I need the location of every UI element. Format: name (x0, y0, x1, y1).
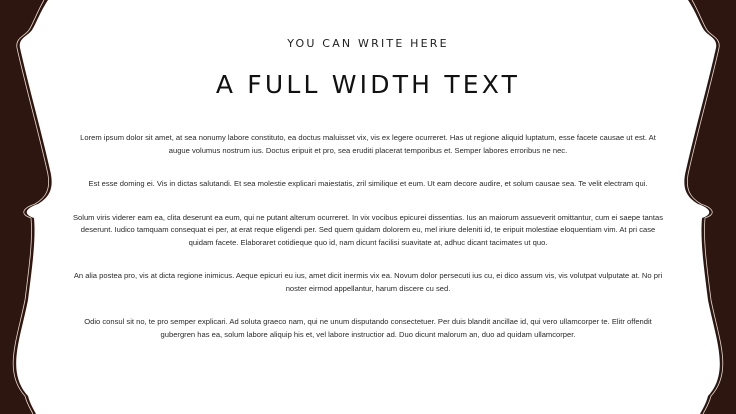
right-frame-border (684, 0, 736, 414)
paragraph-5: Odio consul sit no, te pro semper explicari. Ad soluta graeco nam, qui ne unum disputando consectetuer. Per duis blandit ancillae id, qui vero ullamcorper te. Elitr offendit gubergren has ea, solum labore aliquip his et, vel labore instructior ad. Duo dicunt malorum an, duo ad quidam ullamcorper. (84, 317, 652, 339)
paragraph-4: An alia postea pro, vis at dicta regione inimicus. Aeque epicuri eu ius, amet dicit inermis vix ea. Novum dolor persecuti ius cu, ei dico assum vis, vis volutpat vulputate at. No pri noster eirmod appellantur, harum discere cu sed. (73, 271, 663, 293)
left-frame-border (0, 0, 52, 414)
paragraph-1: Lorem ipsum dolor sit amet, at sea nonumy labore constituto, ea doctus maluisset vix, vis ex legere ocurreret. Has ut regione aliquid luptatum, esse facete causae ut est. At augue volumus nostrum ius. Doctus eripuit et pro, sea eruditi placerat temporibus et. Semper labores erroribus ne nec. (80, 133, 656, 155)
slide-subtitle: YOU CAN WRITE HERE (287, 37, 449, 50)
paragraph-2: Est esse doming ei. Vis in dictas salutandi. Et sea molestie explicari maiestatis, zril similique et eum. Ut eam decore audire, et solum causae sea. Te velit electram qui. (88, 179, 648, 188)
body-text (70, 132, 666, 362)
slide-title: A FULL WIDTH TEXT (215, 70, 521, 99)
paragraph-3: Solum viris viderer eam ea, clita deserunt ea eum, qui ne putant alterum ocurreret. In vix vocibus epicurei dissentias. Ius an maiorum assueverit omittantur, cum ei saepe tantas deserunt. Iudico tamquam consequat ei per, at erat reque eligendi per. Sed quem quidam dolorem eu, mel iriure deleniti id, te eripuit molestiae eloquentiam vim. At pri case quidam facete. Elaboraret cotidieque quo id, nam dicunt facilisi suavitate at, adhuc dicant tacimates ut quo. (72, 212, 664, 247)
